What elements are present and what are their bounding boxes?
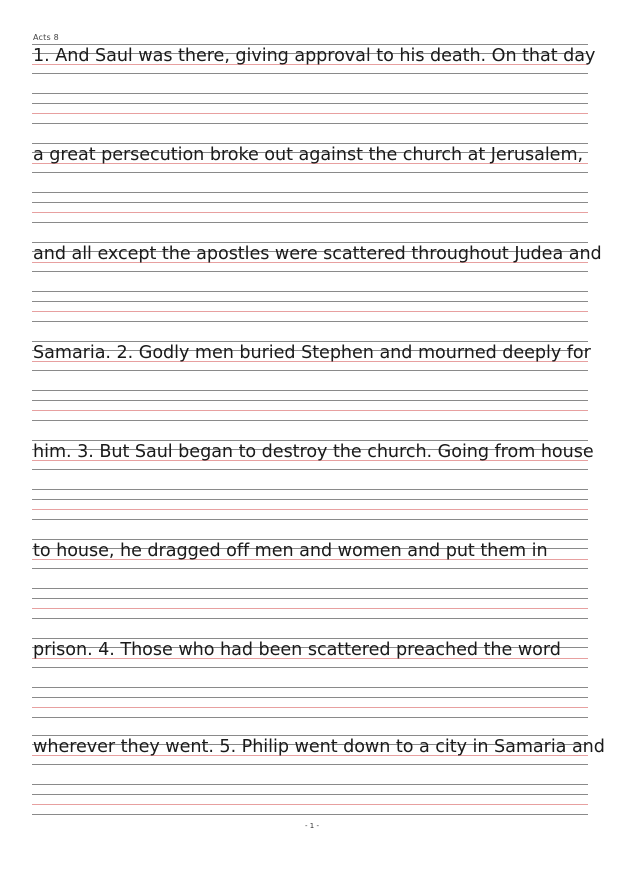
guide-line (32, 568, 588, 569)
verse-line: wherever they went. 5. Philip went down to a city in Samaria and (33, 737, 605, 757)
baseline-red (32, 608, 588, 609)
guide-line (32, 489, 588, 490)
guide-line (32, 814, 588, 815)
guide-line (32, 271, 588, 272)
guide-line (32, 420, 588, 421)
guide-line (32, 687, 588, 688)
guide-line (32, 370, 588, 371)
verse-line: and all except the apostles were scattered throughout Judea and (33, 244, 602, 264)
guide-line (32, 598, 588, 599)
verse-line: to house, he dragged off men and women and put them in (33, 541, 548, 561)
guide-line (32, 784, 588, 785)
baseline-red (32, 212, 588, 213)
baseline-red (32, 113, 588, 114)
guide-line (32, 123, 588, 124)
baseline-red (32, 707, 588, 708)
writing-block (32, 143, 588, 225)
guide-line (32, 93, 588, 94)
baseline-red (32, 311, 588, 312)
guide-line (32, 172, 588, 173)
guide-line (32, 717, 588, 718)
guide-line (32, 764, 588, 765)
verse-line: prison. 4. Those who had been scattered preached the word (33, 640, 561, 660)
guide-line (32, 73, 588, 74)
guide-line (32, 192, 588, 193)
guide-line (32, 321, 588, 322)
guide-line (32, 301, 588, 302)
writing-block (32, 440, 594, 522)
guide-line (32, 103, 588, 104)
verse-line: Samaria. 2. Godly men buried Stephen and mourned deeply for (33, 343, 591, 363)
guide-line (32, 202, 588, 203)
guide-line (32, 794, 588, 795)
guide-line (32, 618, 588, 619)
page-number: - 1 - (305, 822, 319, 830)
guide-line (32, 519, 588, 520)
writing-block (32, 44, 596, 126)
writing-block (32, 735, 605, 817)
baseline-red (32, 804, 588, 805)
writing-block (32, 242, 602, 324)
baseline-red (32, 410, 588, 411)
guide-line (32, 291, 588, 292)
verse-line: 1. And Saul was there, giving approval to his death. On that day (33, 46, 596, 66)
writing-block (32, 539, 588, 621)
page-header: Acts 8 (33, 33, 59, 42)
guide-line (32, 499, 588, 500)
baseline-red (32, 509, 588, 510)
guide-line (32, 222, 588, 223)
guide-line (32, 469, 588, 470)
guide-line (32, 588, 588, 589)
guide-line (32, 390, 588, 391)
guide-line (32, 697, 588, 698)
guide-line (32, 400, 588, 401)
verse-line: him. 3. But Saul began to destroy the church. Going from house (33, 442, 594, 462)
writing-block (32, 341, 591, 423)
guide-line (32, 667, 588, 668)
verse-line: a great persecution broke out against the church at Jerusalem, (33, 145, 584, 165)
writing-block (32, 638, 588, 720)
